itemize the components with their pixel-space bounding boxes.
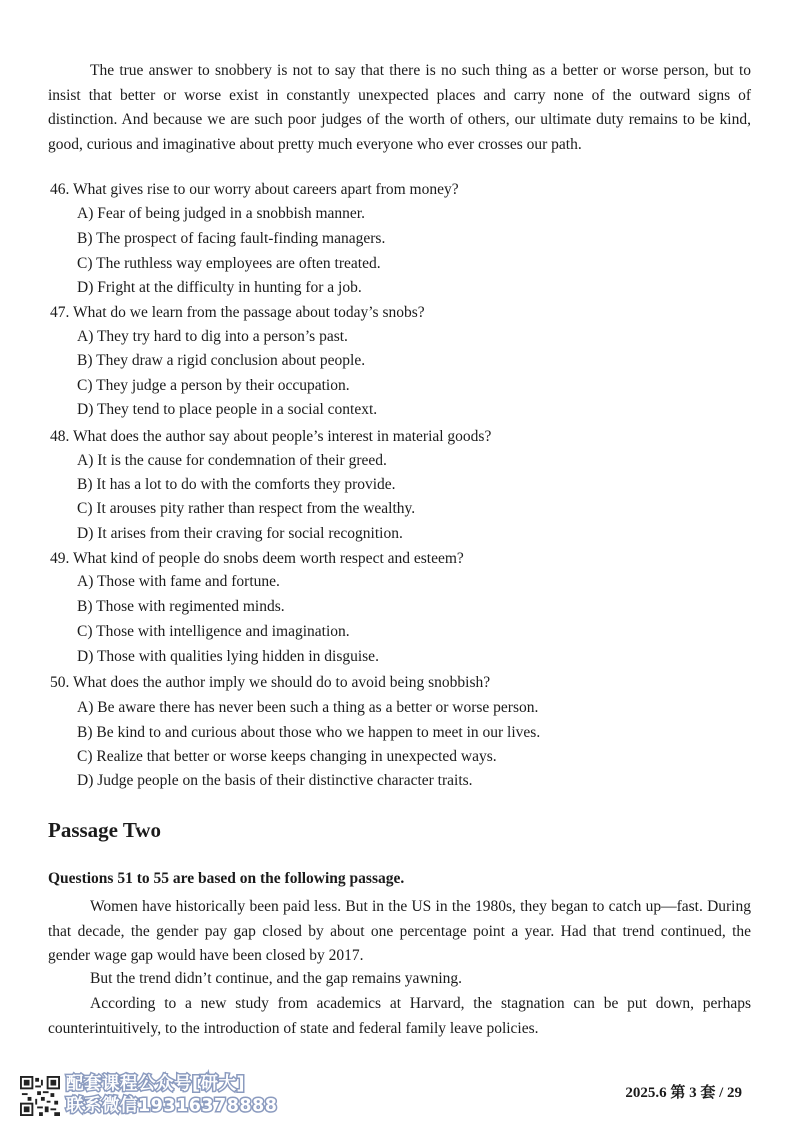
question-47-option-c: C) They judge a person by their occupation. (77, 377, 350, 394)
question-47-option-d: D) They tend to place people in a social context. (77, 401, 378, 418)
question-49-stem: 49. What kind of people do snobs deem worth respect and esteem? (50, 550, 464, 567)
question-46-option-c: C) The ruthless way employees are often treated. (77, 255, 381, 272)
question-46-option-d: D) Fright at the difficulty in hunting for a job. (77, 279, 362, 296)
page-number: 2025.6 第 3 套 / 29 (625, 1085, 742, 1101)
passage-two-paragraph-1: Women have historically been paid less. But in the US in the 1980s, they began to catch up—fast. During that decade, the gender pay gap closed by about one percentage point a year. Had that trend continued, the gender wage gap would have been closed by 2017. (48, 898, 751, 964)
passage-one-closing-paragraph: The true answer to snobbery is not to say that there is no such thing as a better or worse person, but to insist that better or worse exist in constantly unexpected places and carry none of the outward signs of distinction. And because we are such poor judges of the worth of others, our ultimate duty remains to be kind, good, curious and imaginative about pretty much everyone who ever crosses our path. (48, 62, 751, 153)
passage-two-instruction: Questions 51 to 55 are based on the following passage. (48, 870, 405, 887)
question-48-option-a: A) It is the cause for condemnation of their greed. (77, 452, 387, 469)
passage-two-paragraph-2: But the trend didn’t continue, and the gap remains yawning. (90, 970, 463, 987)
question-50-option-b: B) Be kind to and curious about those who we happen to meet in our lives. (77, 724, 541, 741)
question-49-option-c: C) Those with intelligence and imagination. (77, 623, 350, 640)
question-46-stem: 46. What gives rise to our worry about careers apart from money? (50, 181, 459, 198)
watermark-line-1: 配套课程公众号[研大] (66, 1074, 245, 1094)
question-48-stem: 48. What does the author say about people’s interest in material goods? (50, 428, 492, 445)
question-47-stem: 47. What do we learn from the passage about today’s snobs? (50, 304, 425, 321)
question-48-option-c: C) It arouses pity rather than respect from the wealthy. (77, 500, 416, 517)
question-47-option-b: B) They draw a rigid conclusion about people. (77, 352, 366, 369)
passage-two-heading: Passage Two (48, 818, 161, 842)
question-50-option-a: A) Be aware there has never been such a thing as a better or worse person. (77, 699, 539, 716)
question-47-option-a: A) They try hard to dig into a person’s past. (77, 328, 348, 345)
question-49-option-a: A) Those with fame and fortune. (77, 573, 280, 590)
question-50-stem: 50. What does the author imply we should do to avoid being snobbish? (50, 674, 491, 691)
question-46-option-a: A) Fear of being judged in a snobbish manner. (77, 205, 365, 222)
question-46-option-b: B) The prospect of facing fault-finding managers. (77, 230, 386, 247)
question-49-option-d: D) Those with qualities lying hidden in disguise. (77, 648, 379, 665)
question-48-option-d: D) It arises from their craving for social recognition. (77, 525, 403, 542)
question-48-option-b: B) It has a lot to do with the comforts they provide. (77, 476, 396, 493)
qr-code-icon (20, 1076, 60, 1116)
question-49-option-b: B) Those with regimented minds. (77, 598, 285, 615)
passage-two-paragraph-3: According to a new study from academics at Harvard, the stagnation can be put down, perhaps counterintuitively, to the introduction of state and federal family leave policies. (48, 995, 751, 1037)
watermark-line-2: 联系微信19316378888 (66, 1096, 278, 1116)
question-50-option-d: D) Judge people on the basis of their distinctive character traits. (77, 772, 473, 789)
question-50-option-c: C) Realize that better or worse keeps changing in unexpected ways. (77, 748, 497, 765)
